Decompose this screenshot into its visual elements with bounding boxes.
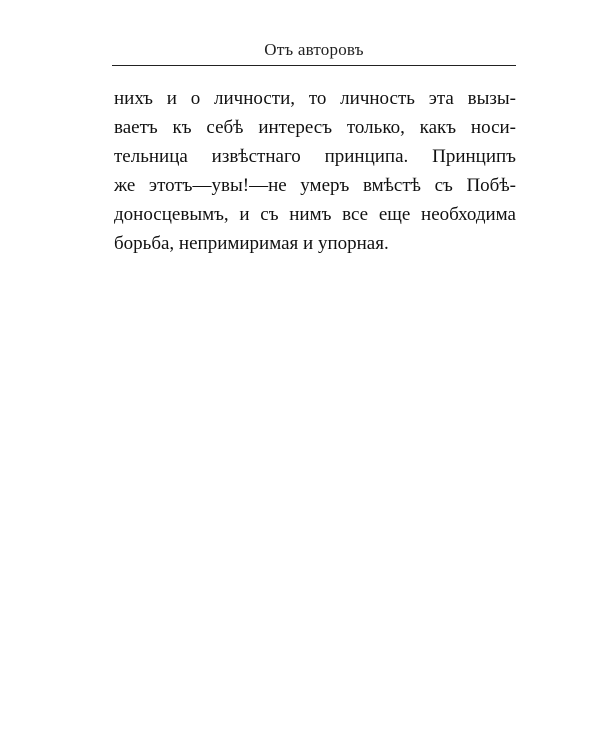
- text-line: тельница извѣстнаго принципа. Принципъ: [114, 146, 516, 167]
- text-line: доносцевымъ, и съ нимъ все еще необходима: [114, 204, 516, 225]
- body-text: [114, 84, 516, 258]
- text-line: борьба, непримиримая и упорная.: [114, 233, 389, 254]
- text-line: нихъ и о личности, то личность эта вызы-: [114, 88, 516, 109]
- text-line: же этотъ—увы!—не умеръ вмѣстѣ съ Побѣ-: [114, 175, 516, 196]
- running-head: Отъ авторовъ: [264, 40, 364, 59]
- header-rule: [112, 65, 516, 66]
- text-line: ваетъ къ себѣ интересъ только, какъ носи-: [114, 117, 516, 138]
